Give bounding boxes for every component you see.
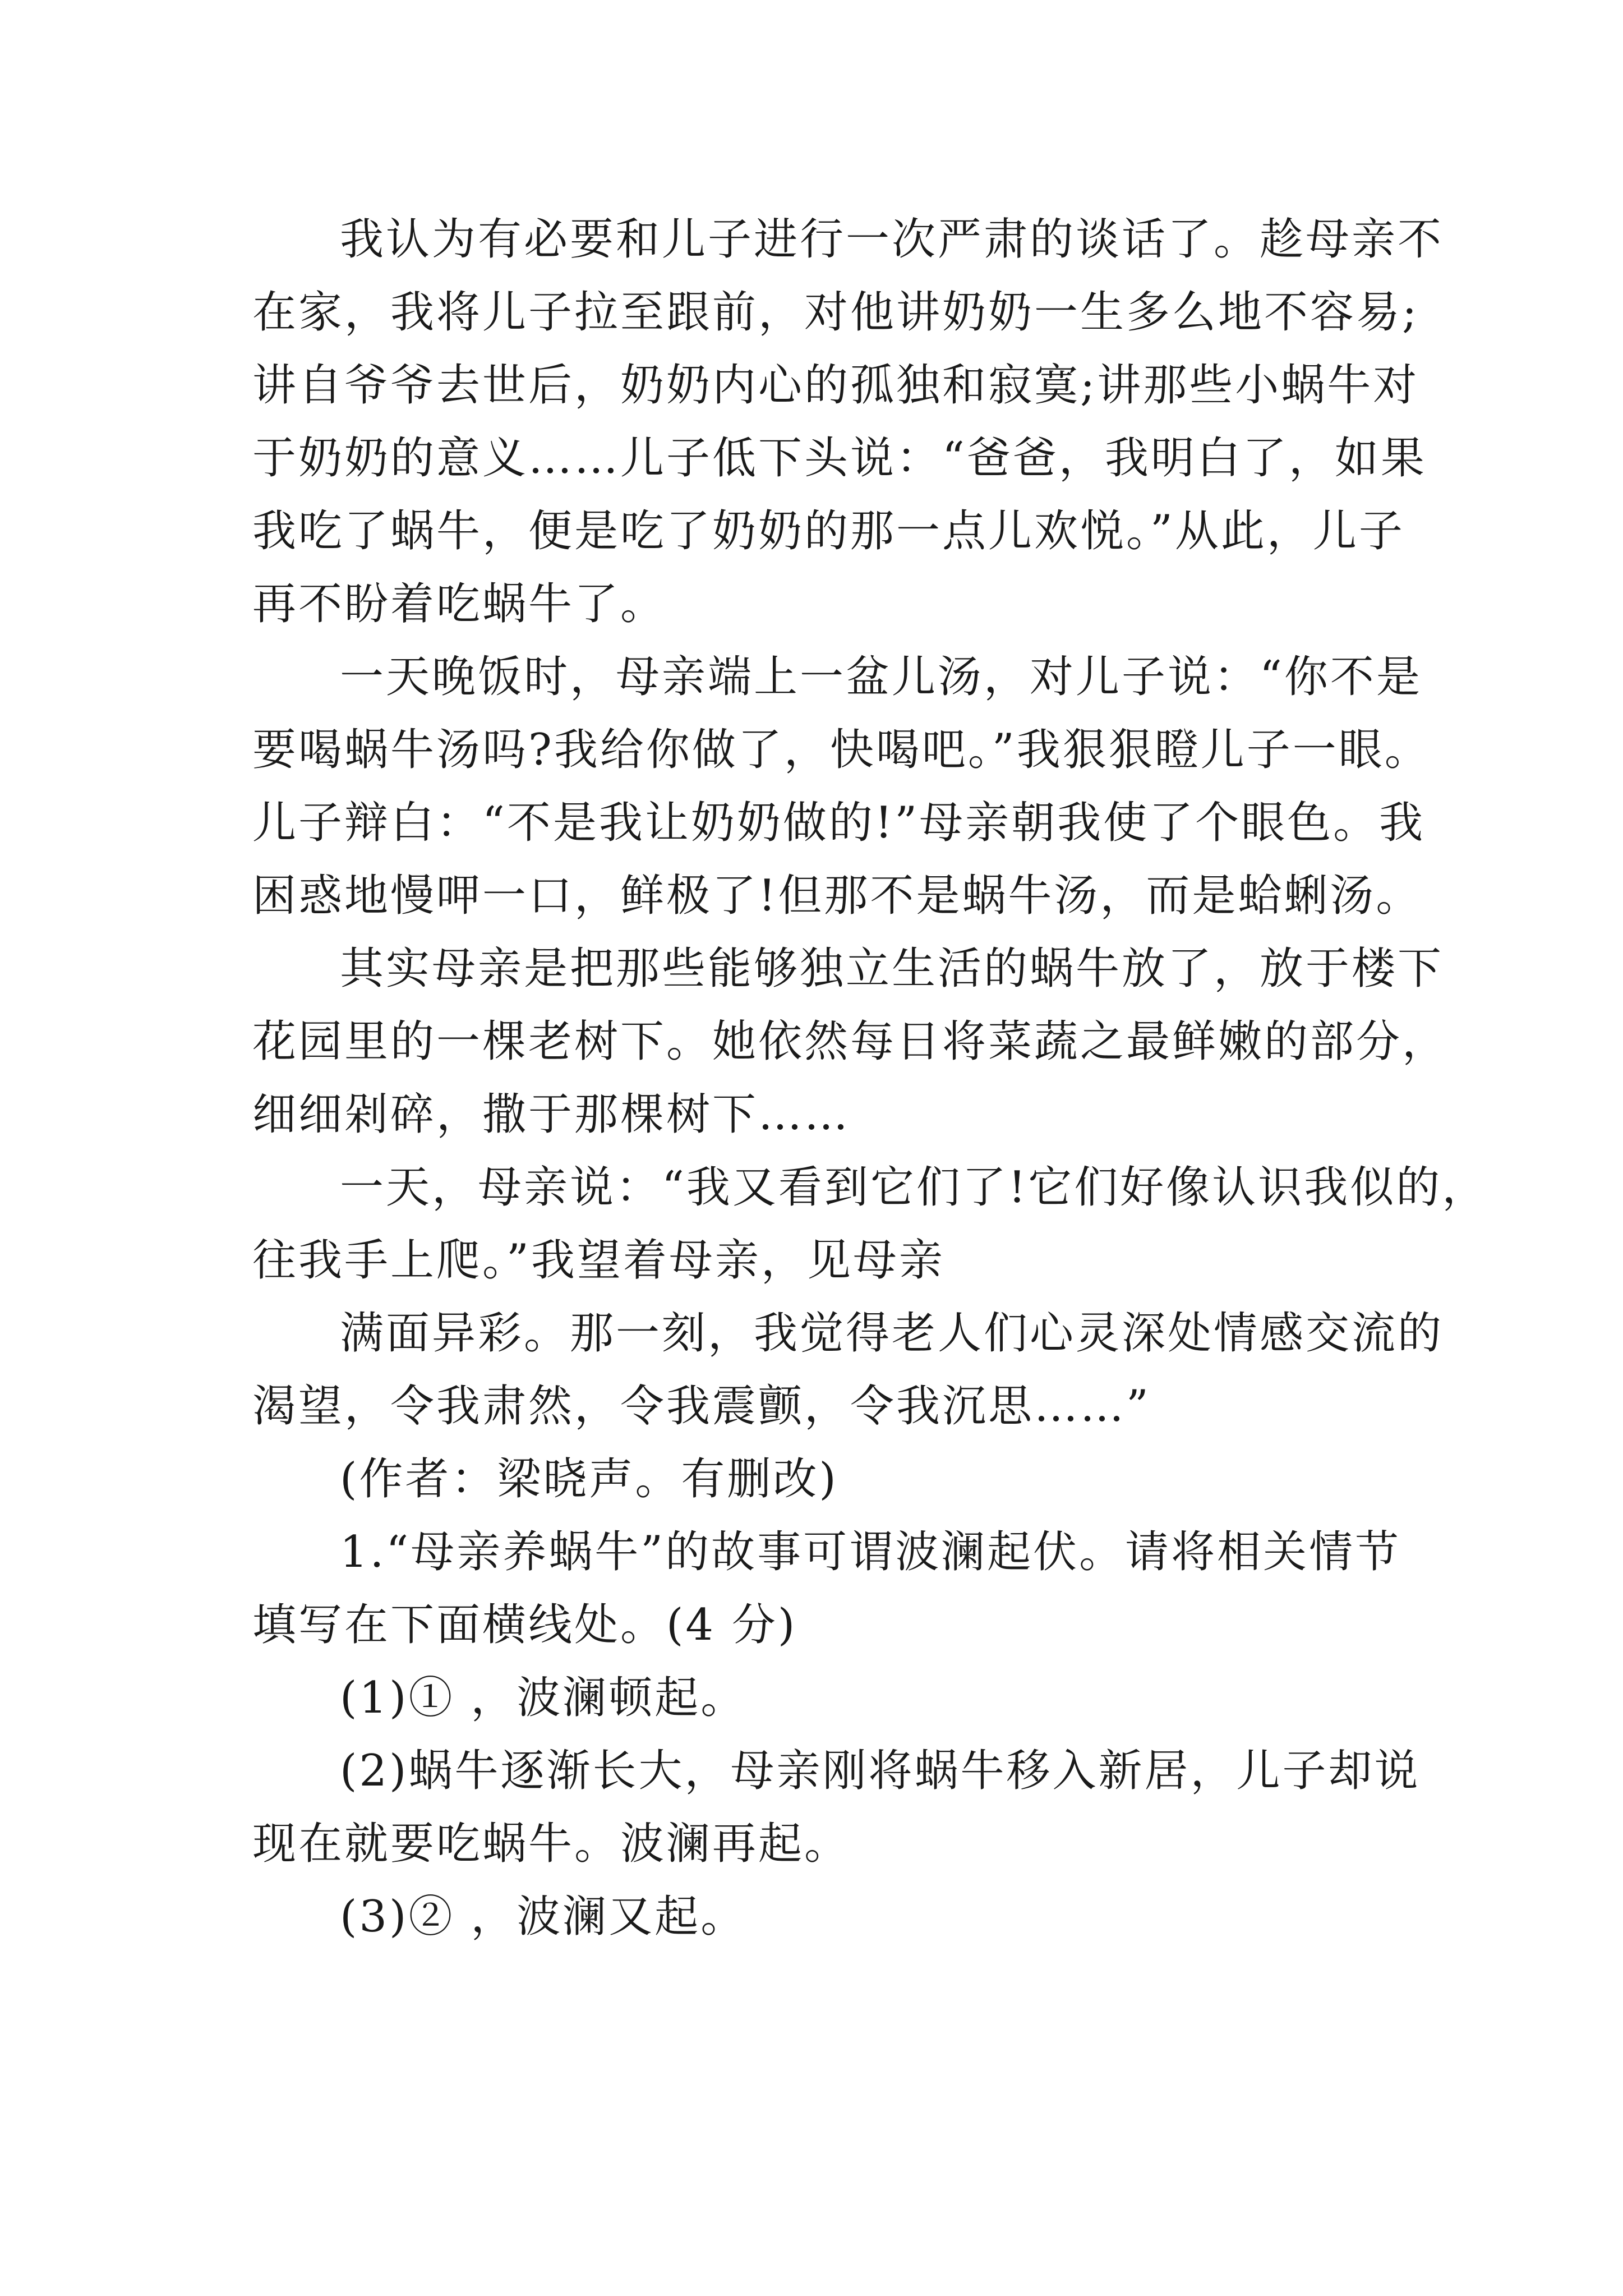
text-line: 于奶奶的意义……儿子低下头说：“爸爸，我明白了，如果	[252, 433, 1427, 484]
text-line: 满面异彩。那一刻，我觉得老人们心灵深处情感交流的	[340, 1308, 1444, 1359]
question-1-item-2	[252, 1734, 1421, 1880]
text-line: 我认为有必要和儿子进行一次严肃的谈话了。趁母亲不	[340, 214, 1444, 265]
text-line: 其实母亲是把那些能够独立生活的蜗牛放了，放于楼下	[340, 944, 1444, 994]
text-line: 讲自爷爷去世后，奶奶内心的孤独和寂寞;讲那些小蜗牛对	[252, 360, 1419, 411]
text-line: 一天晚饭时，母亲端上一盆儿汤，对儿子说：“你不是	[340, 652, 1422, 702]
text-line: (作者：梁晓声。有删改)	[340, 1454, 838, 1504]
paragraph-talk-with-son	[252, 203, 1444, 641]
text-line: 花园里的一棵老树下。她依然每日将菜蔬之最鲜嫩的部分，	[252, 1016, 1449, 1067]
text-line: 儿子辩白：“不是我让奶奶做的!”母亲朝我使了个眼色。我	[252, 798, 1426, 848]
text-line: (1)① ，波澜顿起。	[340, 1673, 747, 1723]
article-body	[252, 203, 1488, 1953]
text-line: 细细剁碎，撒于那棵树下……	[252, 1089, 851, 1140]
paragraph-mother-sees-snails	[252, 1151, 1488, 1297]
text-line: 要喝蜗牛汤吗?我给你做了，快喝吧。”我狠狠瞪儿子一眼。	[252, 725, 1431, 775]
text-line: 我吃了蜗牛，便是吃了奶奶的那一点儿欢悦。”从此，儿子	[252, 506, 1405, 556]
text-line: 一天，母亲说：“我又看到它们了!它们好像认识我似的，	[340, 1162, 1488, 1213]
text-line: 困惑地慢呷一口，鲜极了!但那不是蜗牛汤，而是蛤蜊汤。	[252, 871, 1422, 921]
text-line: 在家，我将儿子拉至跟前，对他讲奶奶一生多么地不容易;	[252, 287, 1419, 338]
text-line: 1.“母亲养蜗牛”的故事可谓波澜起伏。请将相关情节	[340, 1527, 1401, 1577]
text-line: 填写在下面横线处。(4 分)	[252, 1600, 797, 1650]
paragraph-reflection	[252, 1297, 1444, 1443]
paragraph-snails-released	[252, 932, 1449, 1151]
text-line: 再不盼着吃蜗牛了。	[252, 579, 667, 629]
paragraph-dinner-soup	[252, 641, 1431, 932]
author-note	[252, 1443, 1380, 1516]
text-line: 渴望，令我肃然，令我震颤，令我沉思……”	[252, 1381, 1151, 1432]
question-1-item-3	[252, 1880, 1380, 1953]
text-line: 现在就要吃蜗牛。波澜再起。	[252, 1819, 851, 1869]
text-line: 往我手上爬。”我望着母亲，见母亲	[252, 1235, 945, 1286]
text-line: (3)② ，波澜又起。	[340, 1892, 747, 1942]
text-line: (2)蜗牛逐渐长大，母亲刚将蜗牛移入新居，儿子却说	[340, 1746, 1421, 1796]
question-1-prompt	[252, 1516, 1401, 1662]
question-1-item-1	[252, 1662, 1380, 1734]
